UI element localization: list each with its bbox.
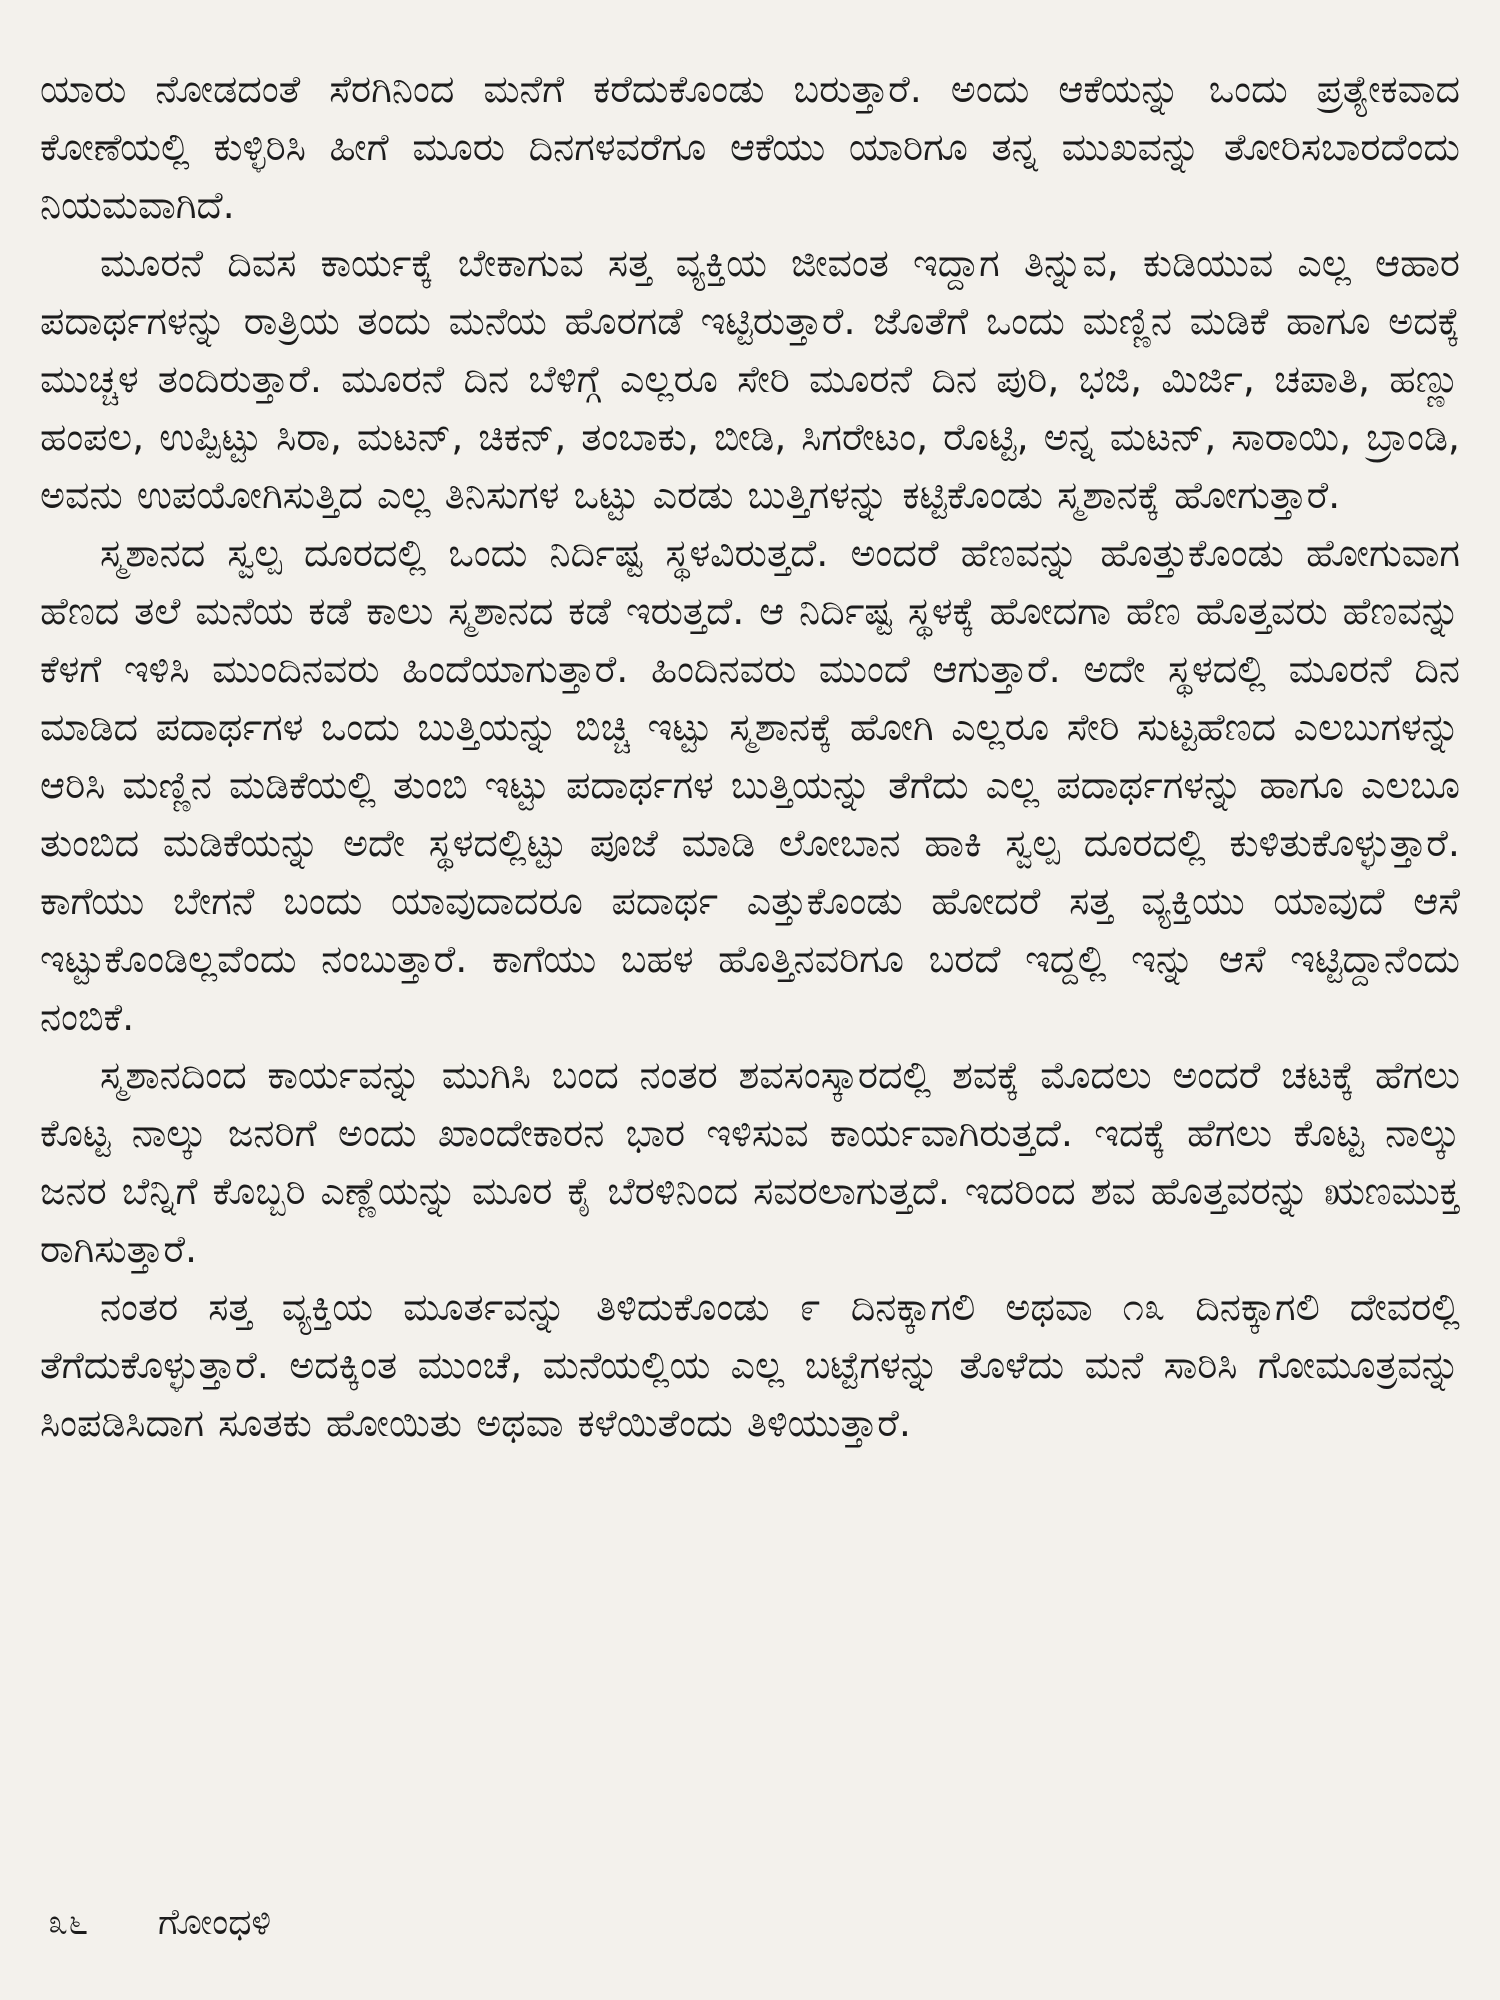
paragraph-4: ಸ್ಮಶಾನದಿಂದ ಕಾರ್ಯವನ್ನು ಮುಗಿಸಿ ಬಂದ ನಂತರ ಶವಸಂಸ್ಕಾರದಲ್ಲಿ ಶವಕ್ಕೆ ಮೊದಲು ಅಂದರೆ ಚಟಕ್ಕೆ ಹೆಗಲು ಕೊಟ್ಟ ನಾಲ್ಕು ಜನರಿಗೆ ಅಂದು ಖಾಂದೇಕಾರನ ಭಾರ ಇಳಿಸುವ ಕಾರ್ಯವಾಗಿರುತ್ತದೆ. ಇದಕ್ಕೆ ಹೆಗಲು ಕೊಟ್ಟ ನಾಲ್ಕು ಜನರ ಬೆನ್ನಿಗೆ ಕೊಬ್ಬರಿ ಎಣ್ಣೆಯನ್ನು ಮೂರ ಕೈ ಬೆರಳಿನಿಂದ ಸವರಲಾಗುತ್ತದೆ. ಇದರಿಂದ ಶವ ಹೊತ್ತವರನ್ನು ಋಣಮುಕ್ತ ರಾಗಿಸುತ್ತಾರೆ. (40, 1053, 1460, 1271)
page-footer (48, 1898, 271, 1948)
paragraph-3: ಸ್ಮಶಾನದ ಸ್ವಲ್ಪ ದೂರದಲ್ಲಿ ಒಂದು ನಿರ್ದಿಷ್ಟ ಸ್ಥಳವಿರುತ್ತದೆ. ಅಂದರೆ ಹೆಣವನ್ನು ಹೊತ್ತುಕೊಂಡು ಹೋಗುವಾಗ ಹೆಣದ ತಲೆ ಮನೆಯ ಕಡೆ ಕಾಲು ಸ್ಮಶಾನದ ಕಡೆ ಇರುತ್ತದೆ. ಆ ನಿರ್ದಿಷ್ಟ ಸ್ಥಳಕ್ಕೆ ಹೋದಗಾ ಹೆಣ ಹೊತ್ತವರು ಹೆಣವನ್ನು ಕೆಳಗೆ ಇಳಿಸಿ ಮುಂದಿನವರು ಹಿಂದೆಯಾಗುತ್ತಾರೆ. ಹಿಂದಿನವರು ಮುಂದೆ ಆಗುತ್ತಾರೆ. ಅದೇ ಸ್ಥಳದಲ್ಲಿ ಮೂರನೆ ದಿನ ಮಾಡಿದ ಪದಾರ್ಥಗಳ ಒಂದು ಬುತ್ತಿಯನ್ನು ಬಿಚ್ಚಿ ಇಟ್ಟು ಸ್ಮಶಾನಕ್ಕೆ ಹೋಗಿ ಎಲ್ಲರೂ ಸೇರಿ ಸುಟ್ಟಹೆಣದ ಎಲಬುಗಳನ್ನು ಆರಿಸಿ ಮಣ್ಣಿನ ಮಡಿಕೆಯಲ್ಲಿ ತುಂಬಿ ಇಟ್ಟು ಪದಾರ್ಥಗಳ ಬುತ್ತಿಯನ್ನು ತೆಗೆದು ಎಲ್ಲ ಪದಾರ್ಥಗಳನ್ನು ಹಾಗೂ ಎಲಬೂ ತುಂಬಿದ ಮಡಿಕೆಯನ್ನು ಅದೇ ಸ್ಥಳದಲ್ಲಿಟ್ಟು ಪೂಜೆ ಮಾಡಿ ಲೋಬಾನ ಹಾಕಿ ಸ್ವಲ್ಪ ದೂರದಲ್ಲಿ ಕುಳಿತುಕೊಳ್ಳುತ್ತಾರೆ. ಕಾಗೆಯು ಬೇಗನೆ ಬಂದು ಯಾವುದಾದರೂ ಪದಾರ್ಥ ಎತ್ತುಕೊಂಡು ಹೋದರೆ ಸತ್ತ ವ್ಯಕ್ತಿಯು ಯಾವುದೆ ಆಸೆ ಇಟ್ಟುಕೊಂಡಿಲ್ಲವೆಂದು ನಂಬುತ್ತಾರೆ. ಕಾಗೆಯು ಬಹಳ ಹೊತ್ತಿನವರಿಗೂ ಬರದೆ ಇದ್ದಲ್ಲಿ ಇನ್ನು ಆಸೆ ಇಟ್ಟಿದ್ದಾನೆಂದು ನಂಬಿಕೆ. (40, 531, 1460, 1039)
running-title: ಗೋಂಧಳಿ (158, 1902, 272, 1943)
page-number: ೩೬ (48, 1902, 89, 1943)
paragraph-5: ನಂತರ ಸತ್ತ ವ್ಯಕ್ತಿಯ ಮೂರ್ತವನ್ನು ತಿಳಿದುಕೊಂಡು ೯ ದಿನಕ್ಕಾಗಲಿ ಅಥವಾ ೧೩ ದಿನಕ್ಕಾಗಲಿ ದೇವರಲ್ಲಿ ತೆಗೆದುಕೊಳ್ಳುತ್ತಾರೆ. ಅದಕ್ಕಿಂತ ಮುಂಚೆ, ಮನೆಯಲ್ಲಿಯ ಎಲ್ಲ ಬಟ್ಟೆಗಳನ್ನು ತೊಳೆದು ಮನೆ ಸಾರಿಸಿ ಗೋಮೂತ್ರವನ್ನು ಸಿಂಪಡಿಸಿದಾಗ ಸೂತಕು ಹೋಯಿತು ಅಥವಾ ಕಳೆಯಿತೆಂದು ತಿಳಿಯುತ್ತಾರೆ. (40, 1285, 1460, 1445)
paragraph-2: ಮೂರನೆ ದಿವಸ ಕಾರ್ಯಕ್ಕೆ ಬೇಕಾಗುವ ಸತ್ತ ವ್ಯಕ್ತಿಯ ಜೀವಂತ ಇದ್ದಾಗ ತಿನ್ನುವ, ಕುಡಿಯುವ ಎಲ್ಲ ಆಹಾರ ಪದಾರ್ಥಗಳನ್ನು ರಾತ್ರಿಯ ತಂದು ಮನೆಯ ಹೊರಗಡೆ ಇಟ್ಟಿರುತ್ತಾರೆ. ಜೊತೆಗೆ ಒಂದು ಮಣ್ಣಿನ ಮಡಿಕೆ ಹಾಗೂ ಅದಕ್ಕೆ ಮುಚ್ಚಳ ತಂದಿರುತ್ತಾರೆ. ಮೂರನೆ ದಿನ ಬೆಳಿಗ್ಗೆ ಎಲ್ಲರೂ ಸೇರಿ ಮೂರನೆ ದಿನ ಪುರಿ, ಭಜಿ, ಮಿರ್ಜಿ, ಚಪಾತಿ, ಹಣ್ಣು ಹಂಪಲ, ಉಪ್ಪಿಟ್ಟು ಸಿರಾ, ಮಟನ್, ಚಿಕನ್, ತಂಬಾಕು, ಬೀಡಿ, ಸಿಗರೇಟಂ, ರೊಟ್ಟಿ, ಅನ್ನ ಮಟನ್, ಸಾರಾಯಿ, ಬ್ರಾಂಡಿ, ಅವನು ಉಪಯೋಗಿಸುತ್ತಿದ ಎಲ್ಲ ತಿನಿಸುಗಳ ಒಟ್ಟು ಎರಡು ಬುತ್ತಿಗಳನ್ನು ಕಟ್ಟಿಕೊಂಡು ಸ್ಮಶಾನಕ್ಕೆ ಹೋಗುತ್ತಾರೆ. (40, 241, 1460, 517)
page-body (40, 60, 1460, 1452)
paragraph-1: ಯಾರು ನೋಡದಂತೆ ಸೆರಗಿನಿಂದ ಮನೆಗೆ ಕರೆದುಕೊಂಡು ಬರುತ್ತಾರೆ. ಅಂದು ಆಕೆಯನ್ನು ಒಂದು ಪ್ರತ್ಯೇಕವಾದ ಕೋಣೆಯಲ್ಲಿ ಕುಳ್ಳಿರಿಸಿ ಹೀಗೆ ಮೂರು ದಿನಗಳವರೆಗೂ ಆಕೆಯು ಯಾರಿಗೂ ತನ್ನ ಮುಖವನ್ನು ತೋರಿಸಬಾರದೆಂದು ನಿಯಮವಾಗಿದೆ. (40, 67, 1460, 227)
